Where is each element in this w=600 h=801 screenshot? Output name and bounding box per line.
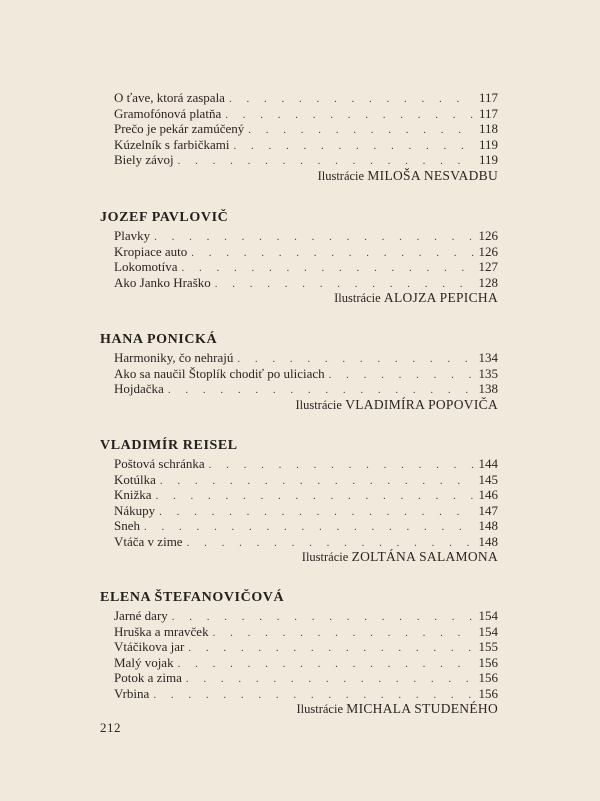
entry-title: Lokomotíva bbox=[114, 259, 178, 274]
entry-page-number: 155 bbox=[478, 639, 498, 654]
toc-entry bbox=[114, 686, 498, 702]
toc-entry bbox=[114, 534, 498, 550]
toc-entry bbox=[114, 121, 498, 137]
entry-title: Malý vojak bbox=[114, 654, 174, 670]
entry-page-number: 147 bbox=[478, 502, 498, 518]
entry-page-number: 127 bbox=[478, 259, 498, 274]
toc-entry bbox=[114, 472, 498, 488]
entry-page-number: 118 bbox=[478, 121, 498, 136]
toc-entry bbox=[114, 503, 498, 519]
entry-title: Sneh bbox=[114, 518, 140, 533]
entry-page-number: 126 bbox=[478, 228, 498, 243]
illustrator-name: VLADIMÍRA POPOVIČA bbox=[345, 396, 498, 412]
entry-title: Kotúlka bbox=[114, 471, 156, 487]
entry-title: Vtáčikova jar bbox=[114, 639, 185, 654]
entry-title: Ako Janko Hraško bbox=[114, 274, 211, 290]
author-heading: HANA PONICKÁ bbox=[100, 332, 218, 347]
toc-entry bbox=[114, 152, 498, 168]
entry-title: Hruška a mravček bbox=[114, 623, 209, 639]
author-heading: VLADIMÍR REISEL bbox=[100, 438, 238, 453]
toc-entry bbox=[114, 366, 498, 382]
entry-page-number: 117 bbox=[478, 90, 498, 105]
illustrator-credit bbox=[318, 168, 498, 184]
entry-page-number: 126 bbox=[478, 243, 498, 259]
toc-entry bbox=[114, 106, 498, 122]
illustrator-credit bbox=[334, 290, 498, 306]
illustrator-label: Ilustrácie bbox=[296, 702, 344, 716]
illustrator-name: ZOLTÁNA SALAMONA bbox=[351, 549, 498, 564]
entry-page-number: 135 bbox=[478, 365, 498, 381]
toc-entry bbox=[114, 259, 498, 275]
illustrator-name: MILOŠA NESVADBU bbox=[367, 167, 498, 183]
toc-entry bbox=[114, 137, 498, 153]
toc-entry bbox=[114, 655, 498, 671]
entry-title: Vtáča v zime bbox=[114, 533, 183, 549]
entry-title: Potok a zima bbox=[114, 670, 182, 685]
toc-entry bbox=[114, 381, 498, 397]
author-heading: ELENA ŠTEFANOVIČOVÁ bbox=[100, 590, 285, 605]
entry-page-number: 144 bbox=[478, 456, 498, 471]
illustrator-name: MICHALA STUDENÉHO bbox=[346, 701, 498, 716]
entry-page-number: 119 bbox=[478, 152, 498, 167]
entry-title: Ako sa naučil Štoplík chodiť po uliciach bbox=[114, 365, 325, 381]
illustrator-credit bbox=[302, 549, 498, 565]
entry-page-number: 145 bbox=[478, 471, 498, 487]
illustrator-label: Ilustrácie bbox=[301, 550, 349, 564]
toc-entry bbox=[114, 350, 498, 366]
toc-entry bbox=[114, 624, 498, 640]
toc-entry bbox=[114, 456, 498, 472]
entry-title: Kúzelník s farbičkami bbox=[114, 136, 230, 152]
entry-page-number: 154 bbox=[478, 608, 498, 623]
illustrator-label: Ilustrácie bbox=[334, 291, 381, 305]
entry-page-number: 146 bbox=[478, 487, 498, 502]
entry-title: Knižka bbox=[114, 487, 152, 502]
entry-page-number: 154 bbox=[478, 623, 498, 639]
entry-page-number: 138 bbox=[478, 381, 498, 396]
entry-title: Gramofónová platňa bbox=[114, 105, 222, 121]
entry-title: Poštová schránka bbox=[114, 456, 205, 471]
entry-title: Kropiace auto bbox=[114, 243, 188, 259]
entry-title: Plavky bbox=[114, 228, 151, 243]
page-number: 212 bbox=[100, 720, 121, 735]
entry-title: Prečo je pekár zamúčený bbox=[114, 121, 245, 136]
toc-entry bbox=[114, 639, 498, 655]
toc-entry bbox=[114, 275, 498, 291]
entry-title: Vrbina bbox=[114, 685, 150, 701]
entry-page-number: 134 bbox=[478, 350, 498, 365]
entry-page-number: 117 bbox=[478, 105, 498, 121]
entry-title: Jarné dary bbox=[114, 608, 168, 623]
illustrator-label: Ilustrácie bbox=[317, 168, 365, 183]
illustrator-name: ALOJZA PEPICHA bbox=[383, 290, 498, 305]
entry-page-number: 156 bbox=[478, 685, 498, 701]
entry-page-number: 119 bbox=[478, 136, 498, 152]
toc-entry bbox=[114, 608, 498, 624]
toc-entry bbox=[114, 670, 498, 686]
entry-page-number: 156 bbox=[478, 654, 498, 670]
entry-page-number: 148 bbox=[478, 533, 498, 549]
illustrator-credit bbox=[297, 701, 499, 717]
entry-title: Biely závoj bbox=[114, 152, 174, 167]
toc-entry bbox=[114, 228, 498, 244]
illustrator-label: Ilustrácie bbox=[295, 397, 342, 412]
entry-page-number: 156 bbox=[478, 670, 498, 685]
illustrator-credit bbox=[295, 397, 498, 413]
entry-page-number: 128 bbox=[478, 274, 498, 290]
toc-entry bbox=[114, 518, 498, 534]
toc-entry bbox=[114, 244, 498, 260]
entry-title: Harmoniky, čo nehrajú bbox=[114, 350, 234, 365]
entry-page-number: 148 bbox=[478, 518, 498, 533]
toc-entry bbox=[114, 487, 498, 503]
toc-entry bbox=[114, 90, 498, 106]
entry-title: O ťave, ktorá zaspala bbox=[114, 90, 225, 105]
entry-title: Nákupy bbox=[114, 502, 156, 518]
author-heading: JOZEF PAVLOVIČ bbox=[100, 210, 229, 225]
entry-title: Hojdačka bbox=[114, 381, 164, 396]
